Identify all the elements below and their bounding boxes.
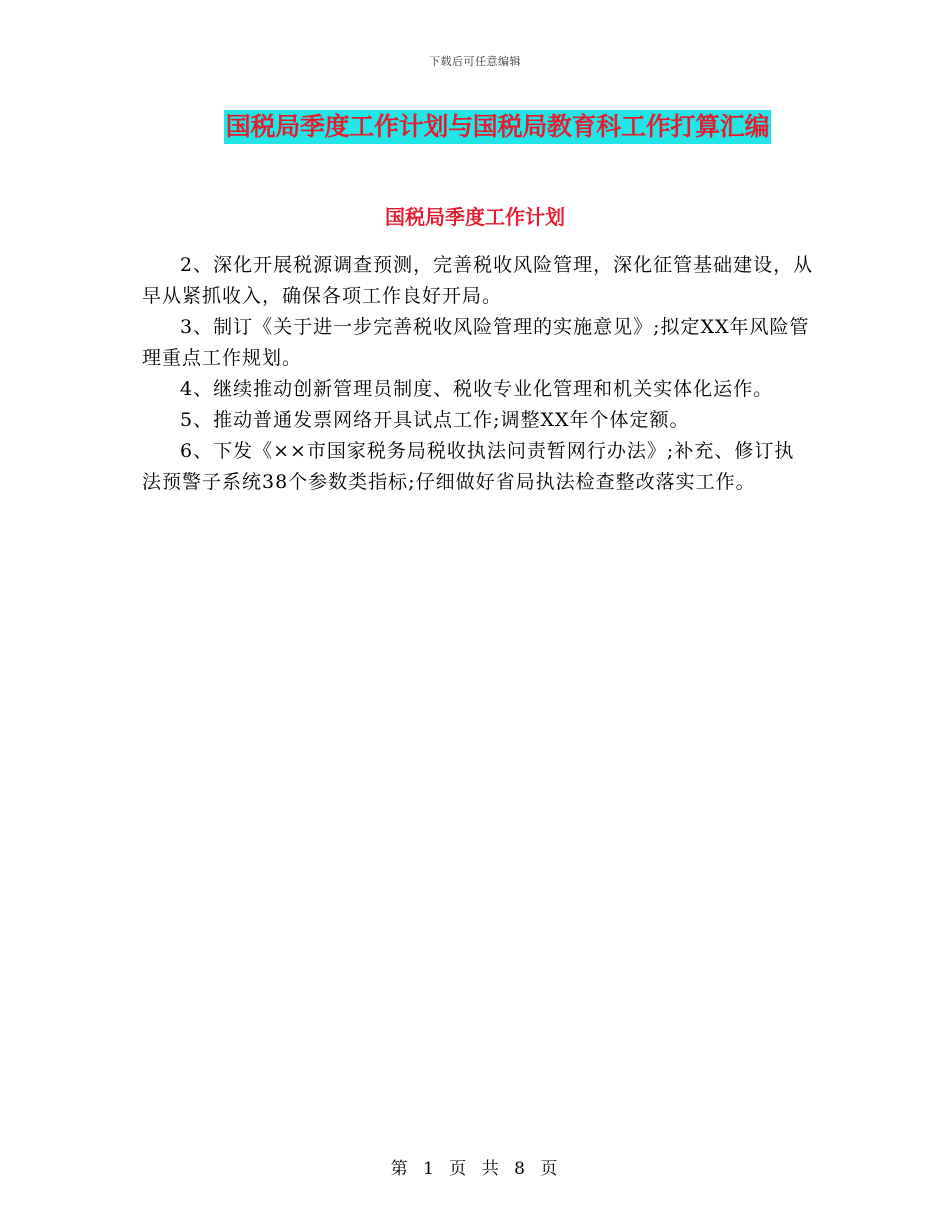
- document-title: 国税局季度工作计划与国税局教育科工作打算汇编: [224, 110, 771, 144]
- paragraph-item: 6、下发《××市国家税务局税收执法问责暂网行办法》;补充、修订执法预警子系统38个参数类指标;仔细做好省局执法检查整改落实工作。: [142, 440, 795, 493]
- paragraph-item: 3、制订《关于进一步完善税收风险管理的实施意见》;拟定XX年风险管理重点工作规划。: [142, 316, 810, 369]
- section-title: 国税局季度工作计划: [385, 205, 565, 229]
- paragraph-item: 2、深化开展税源调查预测，完善税收风险管理，深化征管基础建设，从早从紧抓收入，确保各项工作良好开局。: [142, 254, 814, 307]
- paragraph-item: 4、继续推动创新管理员制度、税收专业化管理和机关实体化运作。: [180, 378, 774, 400]
- page-number-footer: 第 1 页 共 8 页: [390, 1159, 560, 1179]
- document-title-block: [0, 110, 950, 144]
- header-note: 下载后可任意编辑: [429, 55, 521, 68]
- paragraph-item: 5、推动普通发票网络开具试点工作;调整XX年个体定额。: [180, 409, 690, 431]
- document-body: [142, 250, 814, 498]
